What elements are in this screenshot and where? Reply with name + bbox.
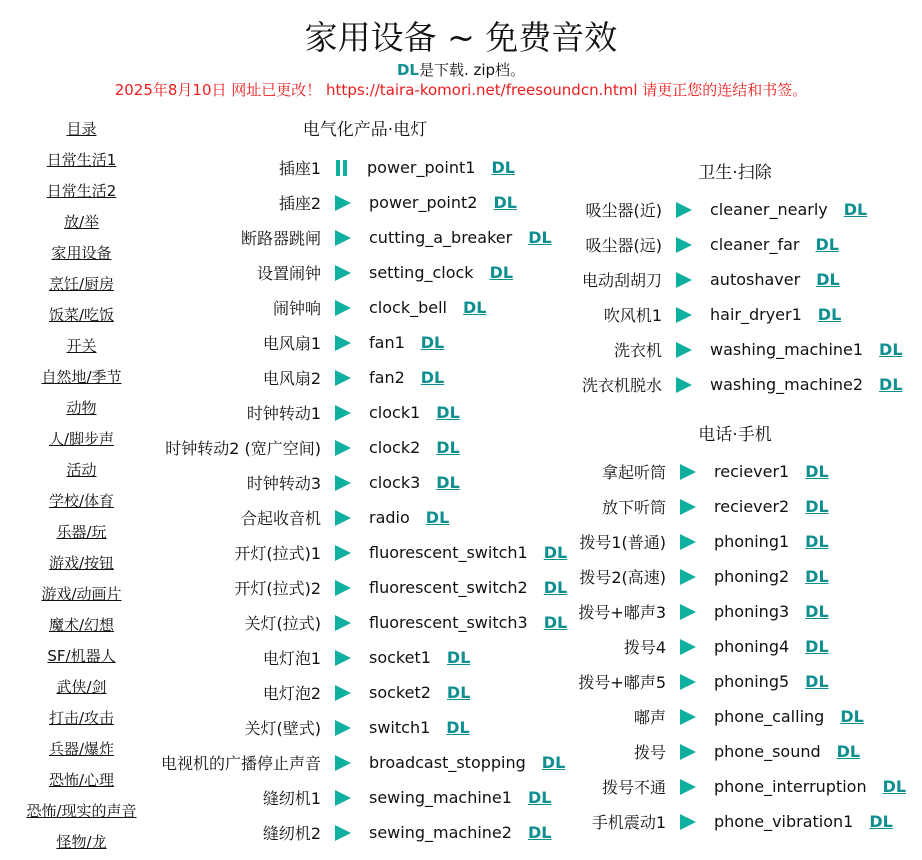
sound-label: 电动刮胡刀 xyxy=(581,271,662,290)
sound-file-name: reciever1 xyxy=(714,462,790,481)
sound-label: 时钟转动2 (宽广空间) xyxy=(165,439,321,458)
nav-link[interactable]: 家用设备 xyxy=(51,244,112,262)
sound-file-name: cleaner_nearly xyxy=(710,200,828,219)
sound-label: 拨号1(普通) xyxy=(579,533,666,552)
nav-link[interactable]: SF/机器人 xyxy=(47,647,116,665)
sound-row xyxy=(0,524,829,559)
sound-file-name: phoning1 xyxy=(714,532,790,551)
sound-file-name: clock3 xyxy=(369,473,421,492)
download-link[interactable]: DL xyxy=(879,340,903,359)
download-link[interactable]: DL xyxy=(815,235,839,254)
pause-icon[interactable] xyxy=(335,160,349,176)
sound-row xyxy=(0,594,829,629)
download-hint xyxy=(0,60,922,80)
play-icon[interactable] xyxy=(680,639,696,655)
sound-file-name: setting_clock xyxy=(369,263,474,282)
sound-label: 缝纫机2 xyxy=(262,824,321,843)
sound-label: 放下听筒 xyxy=(601,498,666,517)
sound-file-name: fan1 xyxy=(369,333,405,352)
sound-label: 开灯(拉式)2 xyxy=(234,579,321,598)
sound-file-name: washing_machine1 xyxy=(710,340,864,359)
sound-label: 缝纫机1 xyxy=(262,789,321,808)
play-icon[interactable] xyxy=(680,779,696,795)
sound-label: 拨号+嘟声3 xyxy=(578,603,666,622)
sound-label: 时钟转动3 xyxy=(246,474,321,493)
sound-file-name: cutting_a_breaker xyxy=(369,228,513,247)
sound-file-name: autoshaver xyxy=(710,270,801,289)
sound-file-name: clock_bell xyxy=(369,298,447,317)
nav-link[interactable]: 兵器/爆炸 xyxy=(48,740,115,758)
sound-file-name: clock2 xyxy=(369,438,421,457)
sound-label: 设置闹钟 xyxy=(256,264,321,283)
sound-label: 电风扇2 xyxy=(262,369,321,388)
sound-file-name: sewing_machine1 xyxy=(369,788,512,807)
sound-label: 洗衣机脱水 xyxy=(581,376,662,395)
download-hint-text: 是下载. zip档。 xyxy=(418,61,526,79)
sound-file-name: fluorescent_switch1 xyxy=(369,543,528,562)
download-link[interactable]: DL xyxy=(879,375,903,394)
sound-file-name: switch1 xyxy=(369,718,431,737)
download-link[interactable]: DL xyxy=(528,228,552,247)
sound-file-name: washing_machine2 xyxy=(710,375,864,394)
nav-link[interactable]: 日常生活1 xyxy=(46,151,117,169)
sound-file-name: sewing_machine2 xyxy=(369,823,512,842)
nav-link[interactable]: 魔术/幻想 xyxy=(48,616,115,634)
download-link[interactable]: DL xyxy=(420,333,445,352)
play-icon[interactable] xyxy=(680,674,696,690)
sound-file-name: cleaner_far xyxy=(710,235,800,254)
download-link[interactable]: DL xyxy=(817,305,842,324)
download-link[interactable]: DL xyxy=(543,543,568,562)
nav-link[interactable]: 学校/体育 xyxy=(48,492,115,510)
sound-label: 拨号4 xyxy=(623,638,666,657)
sound-row xyxy=(0,699,864,734)
download-link[interactable]: DL xyxy=(489,263,514,282)
sound-file-name: phoning3 xyxy=(714,602,790,621)
sound-file-name: radio xyxy=(369,508,410,527)
sound-label: 拨号 xyxy=(633,743,666,762)
play-icon[interactable] xyxy=(676,307,692,323)
sound-label: 拨号2(高速) xyxy=(579,568,666,587)
sound-file-name: fan2 xyxy=(369,368,405,387)
nav-link[interactable]: 活动 xyxy=(66,461,97,479)
sound-row xyxy=(0,629,829,664)
sound-label: 拨号+嘟声5 xyxy=(578,673,666,692)
play-icon[interactable] xyxy=(680,569,696,585)
play-icon[interactable] xyxy=(676,202,692,218)
play-icon[interactable] xyxy=(335,405,351,421)
sound-file-name: hair_dryer1 xyxy=(710,305,802,324)
url-change-notice: 2025年8月10日 网址已更改！ https://taira-komori.net/freesoundcn.html 请更正您的连结和书签。 xyxy=(114,81,808,99)
download-link[interactable]: DL xyxy=(805,567,829,586)
sound-label: 洗衣机 xyxy=(613,341,662,360)
sound-row xyxy=(0,192,867,227)
nav-link[interactable]: 游戏/按钮 xyxy=(48,554,115,572)
play-icon[interactable] xyxy=(676,377,692,393)
sound-label: 插座1 xyxy=(278,159,321,178)
sound-label: 合起收音机 xyxy=(240,509,321,528)
sound-file-name: reciever2 xyxy=(714,497,790,516)
nav-link[interactable]: 怪物/龙 xyxy=(56,833,107,851)
download-link[interactable]: DL xyxy=(843,200,868,219)
download-link[interactable]: DL xyxy=(805,637,829,656)
play-icon[interactable] xyxy=(680,744,696,760)
sound-file-name: power_point1 xyxy=(367,158,476,177)
sound-row xyxy=(0,734,860,769)
sound-row xyxy=(0,664,829,699)
download-link[interactable]: DL xyxy=(527,788,552,807)
download-link[interactable]: DL xyxy=(816,270,840,289)
play-icon[interactable] xyxy=(676,272,692,288)
nav-link[interactable]: 恐怖/心理 xyxy=(48,771,115,789)
download-link[interactable]: DL xyxy=(436,438,460,457)
sound-file-name: fluorescent_switch3 xyxy=(369,613,528,632)
sound-file-name: phone_interruption xyxy=(714,777,867,796)
sound-row xyxy=(0,769,906,804)
section-title-electric: 电气化产品·电灯 xyxy=(302,120,428,140)
sound-row xyxy=(0,804,893,839)
download-link[interactable]: DL xyxy=(541,753,566,772)
sound-row xyxy=(0,262,840,297)
sound-file-name: phone_vibration1 xyxy=(714,812,854,831)
download-link[interactable]: DL xyxy=(436,473,460,492)
download-link[interactable]: DL xyxy=(462,298,487,317)
download-link[interactable]: DL xyxy=(805,602,829,621)
sound-label: 拿起听筒 xyxy=(601,463,666,482)
sound-label: 手机震动1 xyxy=(591,813,666,832)
nav-link[interactable]: 自然地/季节 xyxy=(41,368,122,386)
sound-label: 开灯(拉式)1 xyxy=(234,544,321,563)
nav-link[interactable]: 烹饪/厨房 xyxy=(48,275,115,293)
sound-file-name: phone_sound xyxy=(714,742,821,761)
play-icon[interactable] xyxy=(680,499,696,515)
download-link[interactable]: DL xyxy=(446,718,470,737)
nav-link[interactable]: 武侠/剑 xyxy=(56,678,107,696)
sound-row xyxy=(0,227,839,262)
sound-label: 闹钟响 xyxy=(272,299,321,318)
download-link[interactable]: DL xyxy=(446,683,471,702)
sound-row xyxy=(0,332,903,367)
play-icon[interactable] xyxy=(680,814,696,830)
download-link[interactable]: DL xyxy=(805,462,829,481)
sound-label: 电视机的广播停止声音 xyxy=(160,754,321,773)
play-icon[interactable] xyxy=(680,464,696,480)
download-link[interactable]: DL xyxy=(840,707,864,726)
sound-label: 关灯(拉式) xyxy=(244,614,321,633)
nav-link[interactable]: 开关 xyxy=(66,337,97,355)
dl-label: DL xyxy=(396,61,419,79)
sound-label: 嘟声 xyxy=(633,708,666,727)
download-link[interactable]: DL xyxy=(543,578,568,597)
sound-file-name: phoning2 xyxy=(714,567,790,586)
download-link[interactable]: DL xyxy=(493,193,517,212)
nav-link[interactable]: 乐器/玩 xyxy=(56,523,107,541)
sound-label: 吸尘器(远) xyxy=(585,236,662,255)
section-title-cleaning: 卫生·扫除 xyxy=(698,163,772,183)
sound-row xyxy=(0,489,829,524)
nav-link[interactable]: 饭菜/吃饭 xyxy=(48,306,115,324)
sound-label: 吹风机1 xyxy=(603,306,662,325)
sound-file-name: broadcast_stopping xyxy=(369,753,526,772)
download-link[interactable]: DL xyxy=(446,648,471,667)
play-icon[interactable] xyxy=(680,709,696,725)
sound-label: 拨号不通 xyxy=(601,778,666,797)
nav-link[interactable]: 放/举 xyxy=(63,213,100,231)
sound-row xyxy=(0,297,841,332)
sound-row xyxy=(0,454,829,489)
download-link[interactable]: DL xyxy=(527,823,552,842)
sound-label: 电风扇1 xyxy=(262,334,321,353)
page-title: 家用设备 ~ 免费音效 xyxy=(304,18,618,57)
sound-file-name: socket2 xyxy=(369,683,431,702)
download-link[interactable]: DL xyxy=(805,672,829,691)
sound-label: 电灯泡2 xyxy=(262,684,321,703)
download-link[interactable]: DL xyxy=(425,508,450,527)
sound-file-name: power_point2 xyxy=(369,193,478,212)
download-link[interactable]: DL xyxy=(805,532,829,551)
download-link[interactable]: DL xyxy=(882,777,907,796)
sound-file-name: phoning4 xyxy=(714,637,790,656)
sound-row xyxy=(0,559,829,594)
section-title-phone: 电话·手机 xyxy=(698,425,772,445)
play-icon[interactable] xyxy=(676,342,692,358)
download-link[interactable]: DL xyxy=(805,497,829,516)
sound-label: 时钟转动1 xyxy=(246,404,321,423)
sound-file-name: phone_calling xyxy=(714,707,825,726)
download-link[interactable]: DL xyxy=(491,158,515,177)
sound-file-name: clock1 xyxy=(369,403,421,422)
sound-label: 关灯(壁式) xyxy=(244,719,321,738)
sound-label: 断路器跳闸 xyxy=(240,229,321,248)
download-link[interactable]: DL xyxy=(836,742,861,761)
nav-link[interactable]: 恐怖/现实的声音 xyxy=(26,802,137,820)
nav-link[interactable]: 人/脚步声 xyxy=(48,430,115,448)
sound-file-name: socket1 xyxy=(369,648,431,667)
sound-label: 电灯泡1 xyxy=(262,649,321,668)
nav-link[interactable]: 目录 xyxy=(66,120,97,138)
play-icon[interactable] xyxy=(680,604,696,620)
play-icon[interactable] xyxy=(680,534,696,550)
sound-label: 插座2 xyxy=(278,194,321,213)
sound-file-name: phoning5 xyxy=(714,672,790,691)
download-link[interactable]: DL xyxy=(869,812,893,831)
nav-link[interactable]: 日常生活2 xyxy=(46,182,117,200)
download-link[interactable]: DL xyxy=(436,403,460,422)
download-link[interactable]: DL xyxy=(543,613,568,632)
sound-row xyxy=(0,150,515,185)
sound-row xyxy=(0,367,903,402)
nav-link[interactable]: 游戏/动画片 xyxy=(41,585,122,603)
sound-file-name: fluorescent_switch2 xyxy=(369,578,528,597)
nav-link[interactable]: 动物 xyxy=(66,399,97,417)
play-icon[interactable] xyxy=(676,237,692,253)
nav-link[interactable]: 打击/攻击 xyxy=(48,709,115,727)
sound-label: 吸尘器(近) xyxy=(585,201,662,220)
download-link[interactable]: DL xyxy=(420,368,445,387)
